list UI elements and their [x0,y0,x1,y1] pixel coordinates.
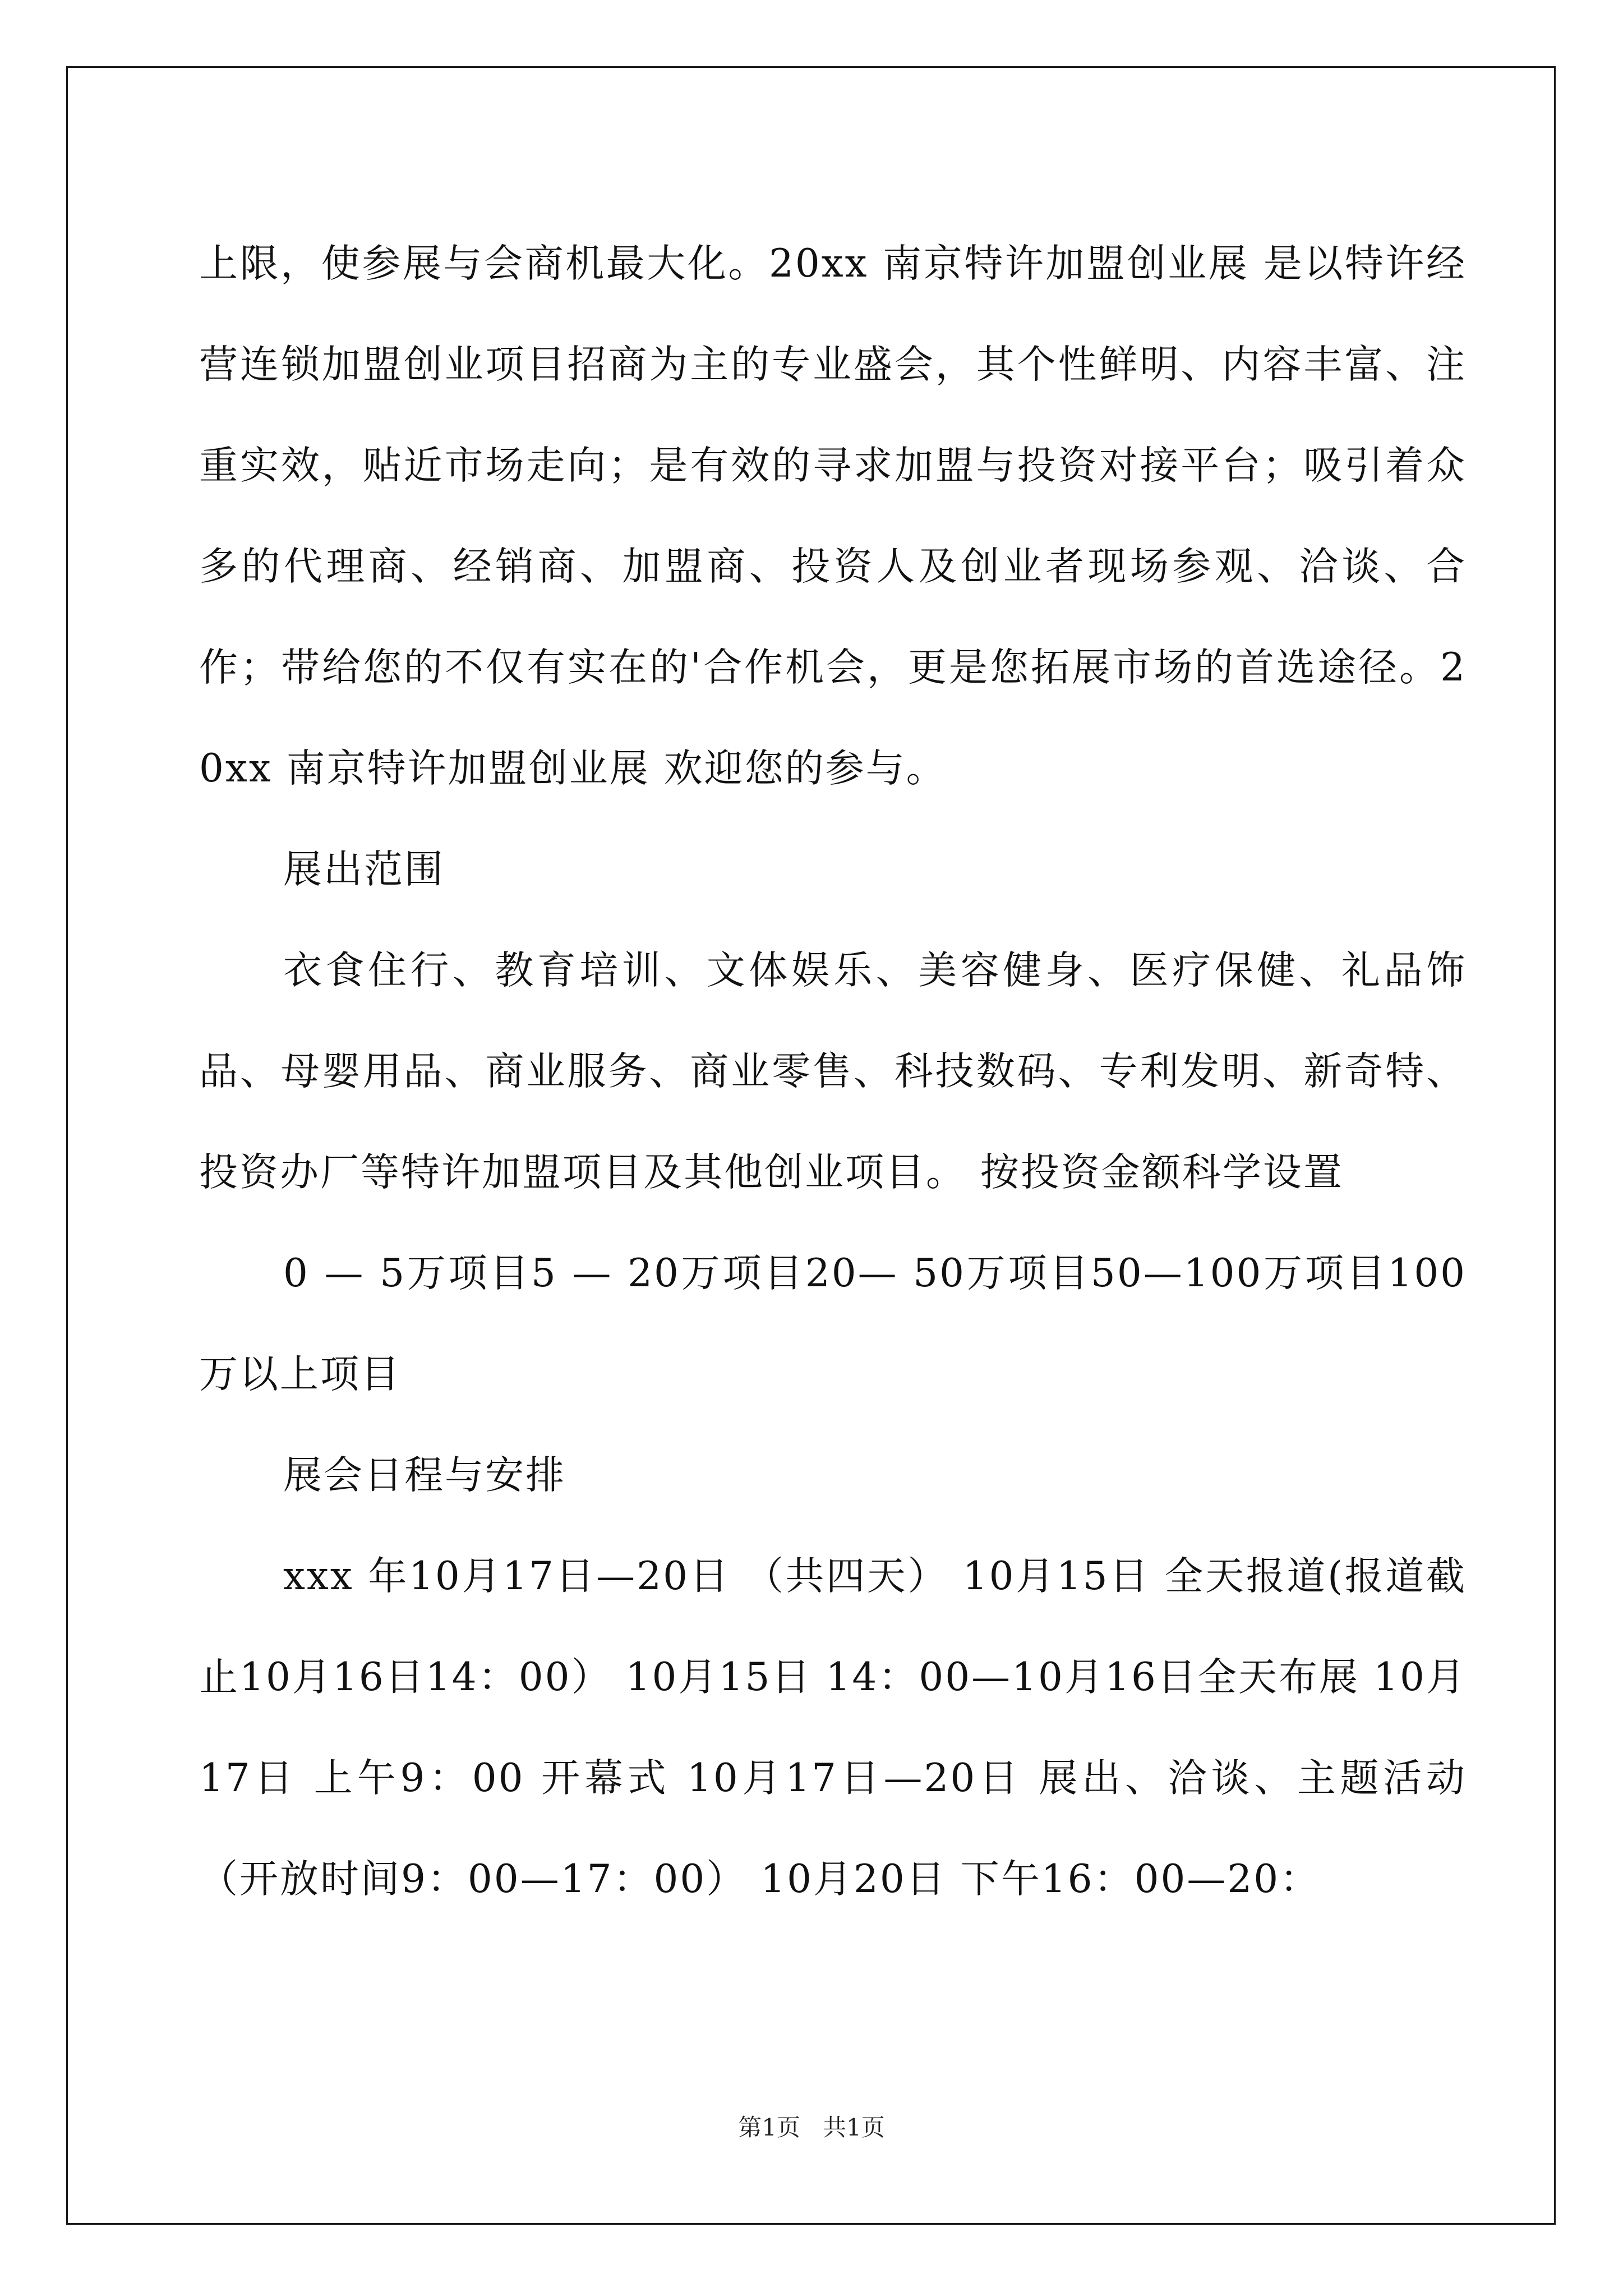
page-number-total: 共1页 [823,2114,885,2141]
document-body [199,213,1467,1930]
paragraph: xxx 年10月17日—20日 （共四天） 10月15日 全天报道(报道截止10月16日14：00） 10月15日 14：00—10月16日全天布展 10月17日 上午9：00 开幕式 10月17日—20日 展出、洽谈、主题活动（开放时间9：00—17：00） 10月20日 下午16：00—20： [199,1554,1467,1902]
paragraph: 上限，使参展与会商机最大化。20xx 南京特许加盟创业展 是以特许经营连锁加盟创业项目招商为主的专业盛会，其个性鲜明、内容丰富、注重实效，贴近市场走向；是有效的寻求加盟与投资对接平台；吸引着众多的代理商、经销商、加盟商、投资人及创业者现场参观、洽谈、合作；带给您的不仅有实在的'合作机会，更是您拓展市场的首选途径。20xx 南京特许加盟创业展 欢迎您的参与。 [199,241,1467,791]
page-number-current: 第1页 [738,2114,800,2141]
paragraph: 0 — 5万项目5 — 20万项目20— 50万项目50—100万项目100万以上项目 [199,1251,1467,1397]
section-heading-schedule: 展会日程与安排 [283,1453,566,1498]
section-heading-exhibition-scope: 展出范围 [283,847,445,892]
page-footer [0,2109,1623,2143]
paragraph: 衣食住行、教育培训、文体娱乐、美容健身、医疗保健、礼品饰品、母婴用品、商业服务、商业零售、科技数码、专利发明、新奇特、投资办厂等特许加盟项目及其他创业项目。 按投资金额科学设置 [199,948,1467,1195]
